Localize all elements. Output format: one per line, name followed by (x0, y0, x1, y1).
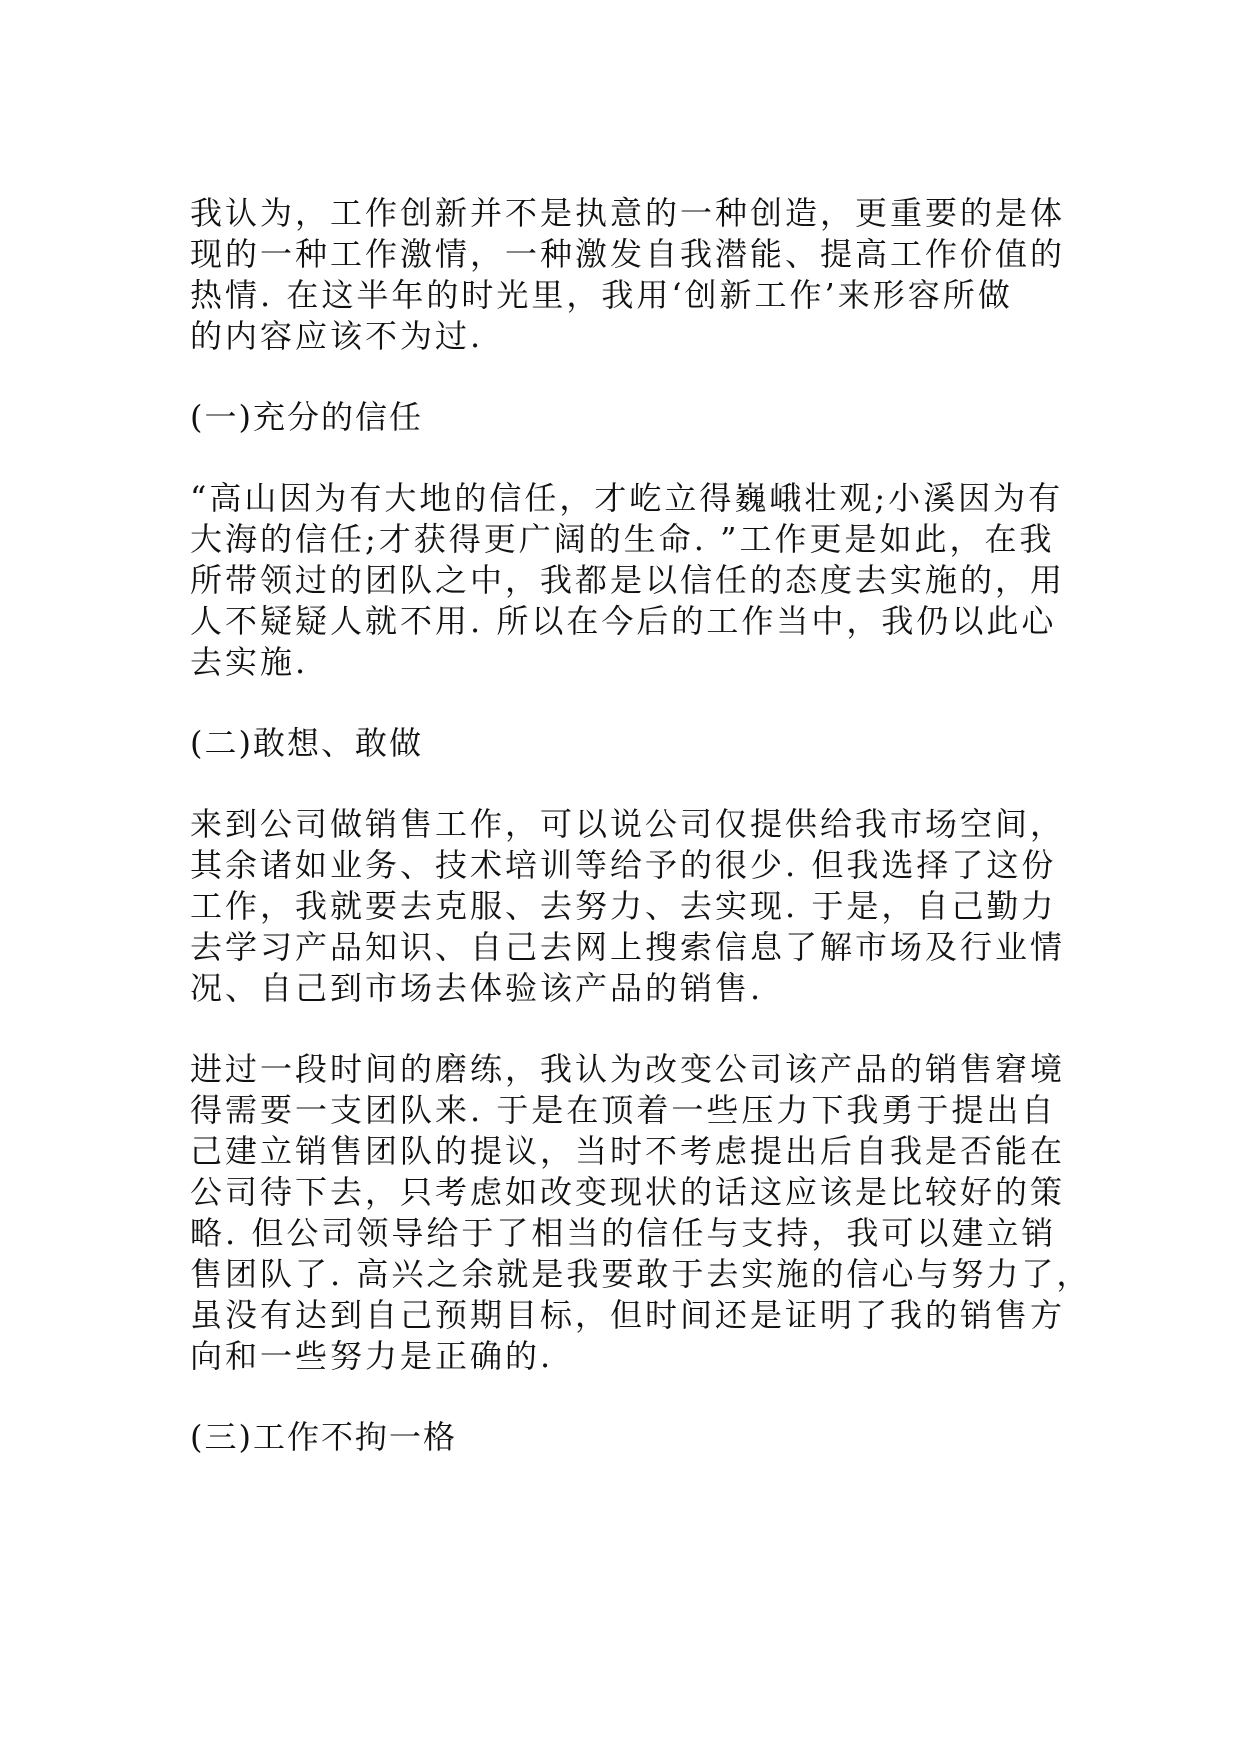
paragraph-innovation (190, 193, 1066, 357)
paragraph-line: 售团队了. 高兴之余就是我要敢于去实施的信心与努力了， (190, 1255, 1092, 1293)
section-heading-flexible (190, 1417, 1042, 1458)
section-heading: (三)工作不拘一格 (190, 1418, 457, 1456)
paragraph-spacer (190, 357, 1042, 397)
paragraph-line: 进过一段时间的磨练，我认为改变公司该产品的销售窘境 (190, 1050, 1066, 1088)
paragraph-line: 所带领过的团队之中，我都是以信任的态度去实施的，用 (190, 561, 1066, 599)
paragraph-line: 我认为，工作创新并不是执意的一种创造，更重要的是体 (190, 194, 1066, 232)
paragraph-line: 公司待下去，只考虑如改变现状的话这应该是比较好的策 (190, 1173, 1066, 1211)
paragraph-line: 得需要一支团队来. 于是在顶着一些压力下我勇于提出自 (190, 1091, 1057, 1129)
paragraph-line: 虽没有达到自己预期目标，但时间还是证明了我的销售方 (190, 1296, 1066, 1334)
paragraph-line: 向和一些努力是正确的. (190, 1337, 554, 1375)
paragraph-line: 工作，我就要去克服、去努力、去实现. 于是，自己勤力 (190, 887, 1057, 925)
paragraph-line: 略. 但公司领导给于了相当的信任与支持，我可以建立销 (190, 1214, 1057, 1252)
paragraph-line: 人不疑疑人就不用. 所以在今后的工作当中，我仍以此心 (190, 602, 1057, 640)
section-heading: (一)充分的信任 (190, 398, 423, 436)
paragraph-spacer (190, 438, 1042, 478)
paragraph-line: 去学习产品知识、自己去网上搜索信息了解市场及行业情 (190, 928, 1066, 966)
document-body (190, 193, 1092, 1458)
paragraph-sales-team (190, 1049, 1092, 1377)
paragraph-line: 的内容应该不为过. (190, 317, 484, 355)
paragraph-spacer (190, 1009, 1042, 1049)
paragraph-line: 来到公司做销售工作，可以说公司仅提供给我市场空间， (190, 805, 1066, 843)
paragraph-line: “高山因为有大地的信任，才屹立得巍峨壮观;小溪因为有 (190, 479, 1064, 517)
paragraph-line: 大海的信任;才获得更广阔的生命. ”工作更是如此，在我 (190, 520, 1055, 558)
paragraph-line: 己建立销售团队的提议，当时不考虑提出后自我是否能在 (190, 1132, 1066, 1170)
paragraph-spacer (190, 764, 1042, 804)
paragraph-line: 热情. 在这半年的时光里，我用‘创新工作’来形容所做 (190, 276, 1013, 314)
paragraph-spacer (190, 1377, 1042, 1417)
paragraph-spacer (190, 683, 1042, 723)
paragraph-trust (190, 478, 1066, 683)
paragraph-line: 去实施. (190, 643, 309, 681)
section-heading-dare (190, 723, 1042, 764)
paragraph-line: 况、自己到市场去体验该产品的销售. (190, 969, 764, 1007)
section-heading: (二)敢想、敢做 (190, 724, 423, 762)
paragraph-line: 现的一种工作激情，一种激发自我潜能、提高工作价值的 (190, 235, 1066, 273)
paragraph-line: 其余诸如业务、技术培训等给予的很少. 但我选择了这份 (190, 846, 1057, 884)
section-heading-trust (190, 397, 1042, 438)
paragraph-sales-work (190, 804, 1066, 1009)
